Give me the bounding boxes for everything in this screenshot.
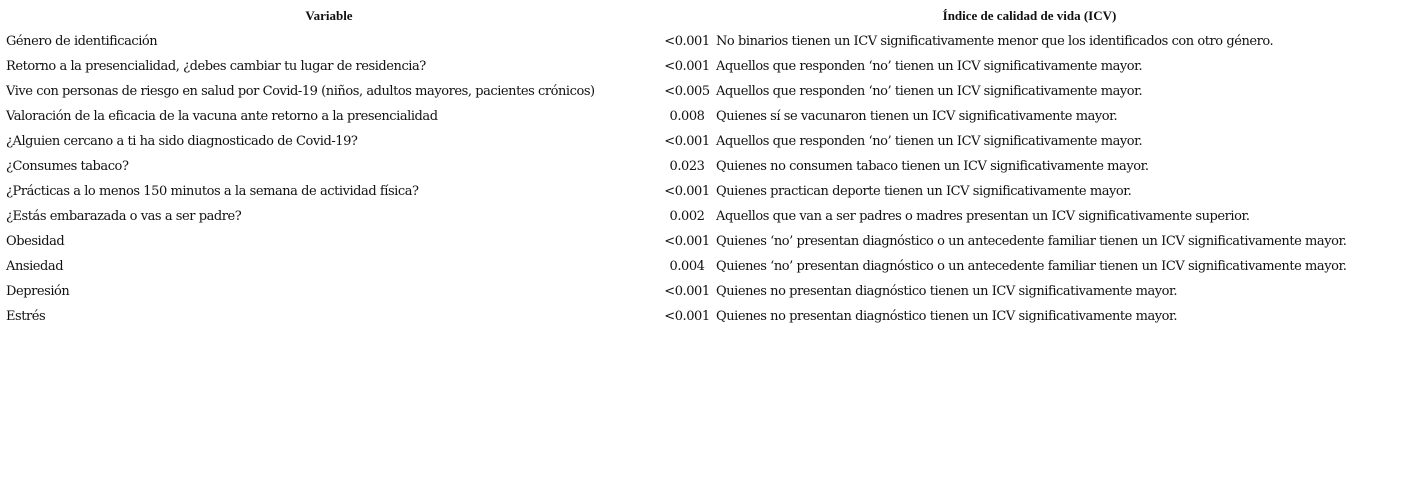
table-row xyxy=(6,254,1346,279)
table-row xyxy=(6,279,1346,304)
variable-cell: Vive con personas de riesgo en salud por Covid-19 (niños, adultos mayores, pacientes crónicos) xyxy=(6,84,595,99)
description-cell: Quienes ‘no’ presentan diagnóstico o un antecedente familiar tienen un ICV significativamente mayor. xyxy=(716,234,1347,249)
p-value-cell: <0.001 xyxy=(664,284,710,299)
variable-cell: Ansiedad xyxy=(6,259,64,274)
header-variable: Variable xyxy=(305,8,353,23)
description-cell: Quienes sí se vacunaron tienen un ICV significativamente mayor. xyxy=(716,109,1118,124)
variable-cell: ¿Consumes tabaco? xyxy=(6,159,129,174)
p-value-cell: <0.001 xyxy=(664,309,710,324)
description-cell: Quienes ‘no’ presentan diagnóstico o un antecedente familiar tienen un ICV significativamente mayor. xyxy=(716,259,1347,274)
variable-cell: Obesidad xyxy=(6,234,65,249)
table-row xyxy=(6,229,1346,254)
variable-cell: ¿Prácticas a lo menos 150 minutos a la semana de actividad física? xyxy=(6,184,419,199)
table-row xyxy=(6,79,1346,104)
description-cell: Aquellos que responden ‘no’ tienen un ICV significativamente mayor. xyxy=(716,134,1143,149)
table-row xyxy=(6,104,1346,129)
p-value-cell: <0.001 xyxy=(664,134,710,149)
variable-cell: Valoración de la eficacia de la vacuna ante retorno a la presencialidad xyxy=(6,109,438,124)
description-cell: Quienes no presentan diagnóstico tienen un ICV significativamente mayor. xyxy=(716,284,1178,299)
p-value-cell: <0.001 xyxy=(664,234,710,249)
variable-cell: Género de identificación xyxy=(6,34,158,49)
p-value-cell: 0.002 xyxy=(669,209,705,224)
p-value-cell: <0.005 xyxy=(664,84,710,99)
table-row xyxy=(6,154,1346,179)
results-table xyxy=(6,29,1346,329)
table-row xyxy=(6,304,1346,329)
variable-cell: ¿Alguien cercano a ti ha sido diagnosticado de Covid-19? xyxy=(6,134,358,149)
description-cell: Quienes no consumen tabaco tienen un ICV significativamente mayor. xyxy=(716,159,1149,174)
variable-cell: Estrés xyxy=(6,309,46,324)
table-row xyxy=(6,29,1346,54)
p-value-cell: <0.001 xyxy=(664,34,710,49)
p-value-cell: 0.008 xyxy=(669,109,705,124)
description-cell: Aquellos que van a ser padres o madres presentan un ICV significativamente superior. xyxy=(716,209,1250,224)
table-row xyxy=(6,204,1346,229)
variable-cell: Depresión xyxy=(6,284,70,299)
description-cell: Aquellos que responden ‘no’ tienen un ICV significativamente mayor. xyxy=(716,84,1143,99)
p-value-cell: <0.001 xyxy=(664,59,710,74)
p-value-cell: <0.001 xyxy=(664,184,710,199)
description-cell: Quienes no presentan diagnóstico tienen un ICV significativamente mayor. xyxy=(716,309,1178,324)
p-value-cell: 0.023 xyxy=(669,159,705,174)
variable-cell: Retorno a la presencialidad, ¿debes cambiar tu lugar de residencia? xyxy=(6,59,426,74)
variable-cell: ¿Estás embarazada o vas a ser padre? xyxy=(6,209,242,224)
table-row xyxy=(6,54,1346,79)
header-icv: Índice de calidad de vida (ICV) xyxy=(942,8,1117,23)
description-cell: Quienes practican deporte tienen un ICV significativamente mayor. xyxy=(716,184,1132,199)
table-row xyxy=(6,179,1346,204)
table-row xyxy=(6,129,1346,154)
p-value-cell: 0.004 xyxy=(669,259,705,274)
description-cell: Aquellos que responden ‘no’ tienen un ICV significativamente mayor. xyxy=(716,59,1143,74)
description-cell: No binarios tienen un ICV significativamente menor que los identificados con otro género. xyxy=(716,34,1274,49)
